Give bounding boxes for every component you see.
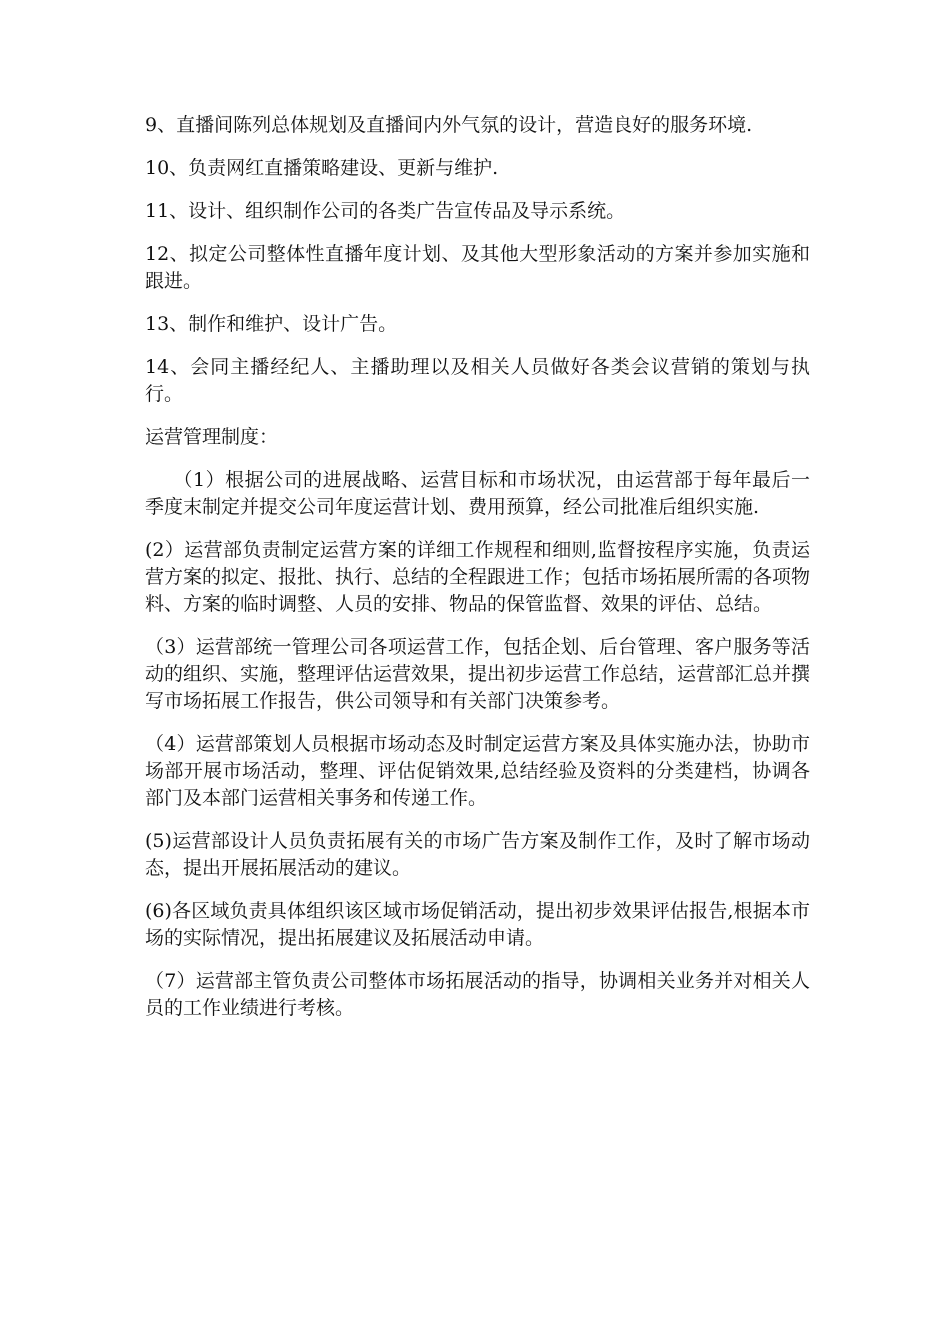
rule-paragraph-7: （7）运营部主管负责公司整体市场拓展活动的指导，协调相关业务并对相关人员的工作业绩进行考核。 bbox=[145, 970, 810, 1019]
paragraph-item-10: 10、负责网红直播策略建设、更新与维护. bbox=[145, 157, 499, 179]
rule-paragraph-4: （4）运营部策划人员根据市场动态及时制定运营方案及具体实施办法，协助市场部开展市场活动，整理、评估促销效果,总结经验及资料的分类建档，协调各部门及本部门运营相关事务和传递工作。 bbox=[145, 733, 810, 809]
rule-paragraph-1: （1）根据公司的进展战略、运营目标和市场状况，由运营部于每年最后一季度末制定并提交公司年度运营计划、费用预算，经公司批准后组织实施. bbox=[145, 469, 810, 518]
rule-paragraph-5: (5)运营部设计人员负责拓展有关的市场广告方案及制作工作，及时了解市场动态，提出开展拓展活动的建议。 bbox=[145, 830, 810, 879]
rule-paragraph-6: (6)各区域负责具体组织该区域市场促销活动，提出初步效果评估报告,根据本市场的实际情况，提出拓展建议及拓展活动申请。 bbox=[145, 900, 810, 949]
rule-paragraph-3: （3）运营部统一管理公司各项运营工作，包括企划、后台管理、客户服务等活动的组织、实施，整理评估运营效果，提出初步运营工作总结，运营部汇总并撰写市场拓展工作报告，供公司领导和有关部门决策参考。 bbox=[145, 636, 811, 712]
paragraph-item-13: 13、制作和维护、设计广告。 bbox=[145, 313, 398, 335]
section-heading-operations-rules: 运营管理制度： bbox=[145, 426, 279, 448]
rule-paragraph-2: (2）运营部负责制定运营方案的详细工作规程和细则,监督按程序实施，负责运营方案的拟定、报批、执行、总结的全程跟进工作；包括市场拓展所需的各项物料、方案的临时调整、人员的安排、物品的保管监督、效果的评估、总结。 bbox=[145, 539, 811, 615]
paragraph-item-11: 11、设计、组织制作公司的各类广告宣传品及导示系统。 bbox=[145, 200, 626, 222]
paragraph-item-12: 12、拟定公司整体性直播年度计划、及其他大型形象活动的方案并参加实施和跟进。 bbox=[145, 243, 810, 292]
paragraph-item-9: 9、直播间陈列总体规划及直播间内外气氛的设计，营造良好的服务环境. bbox=[145, 114, 753, 136]
paragraph-item-14: 14、会同主播经纪人、主播助理以及相关人员做好各类会议营销的策划与执行。 bbox=[145, 356, 810, 405]
document-body bbox=[145, 112, 810, 1038]
